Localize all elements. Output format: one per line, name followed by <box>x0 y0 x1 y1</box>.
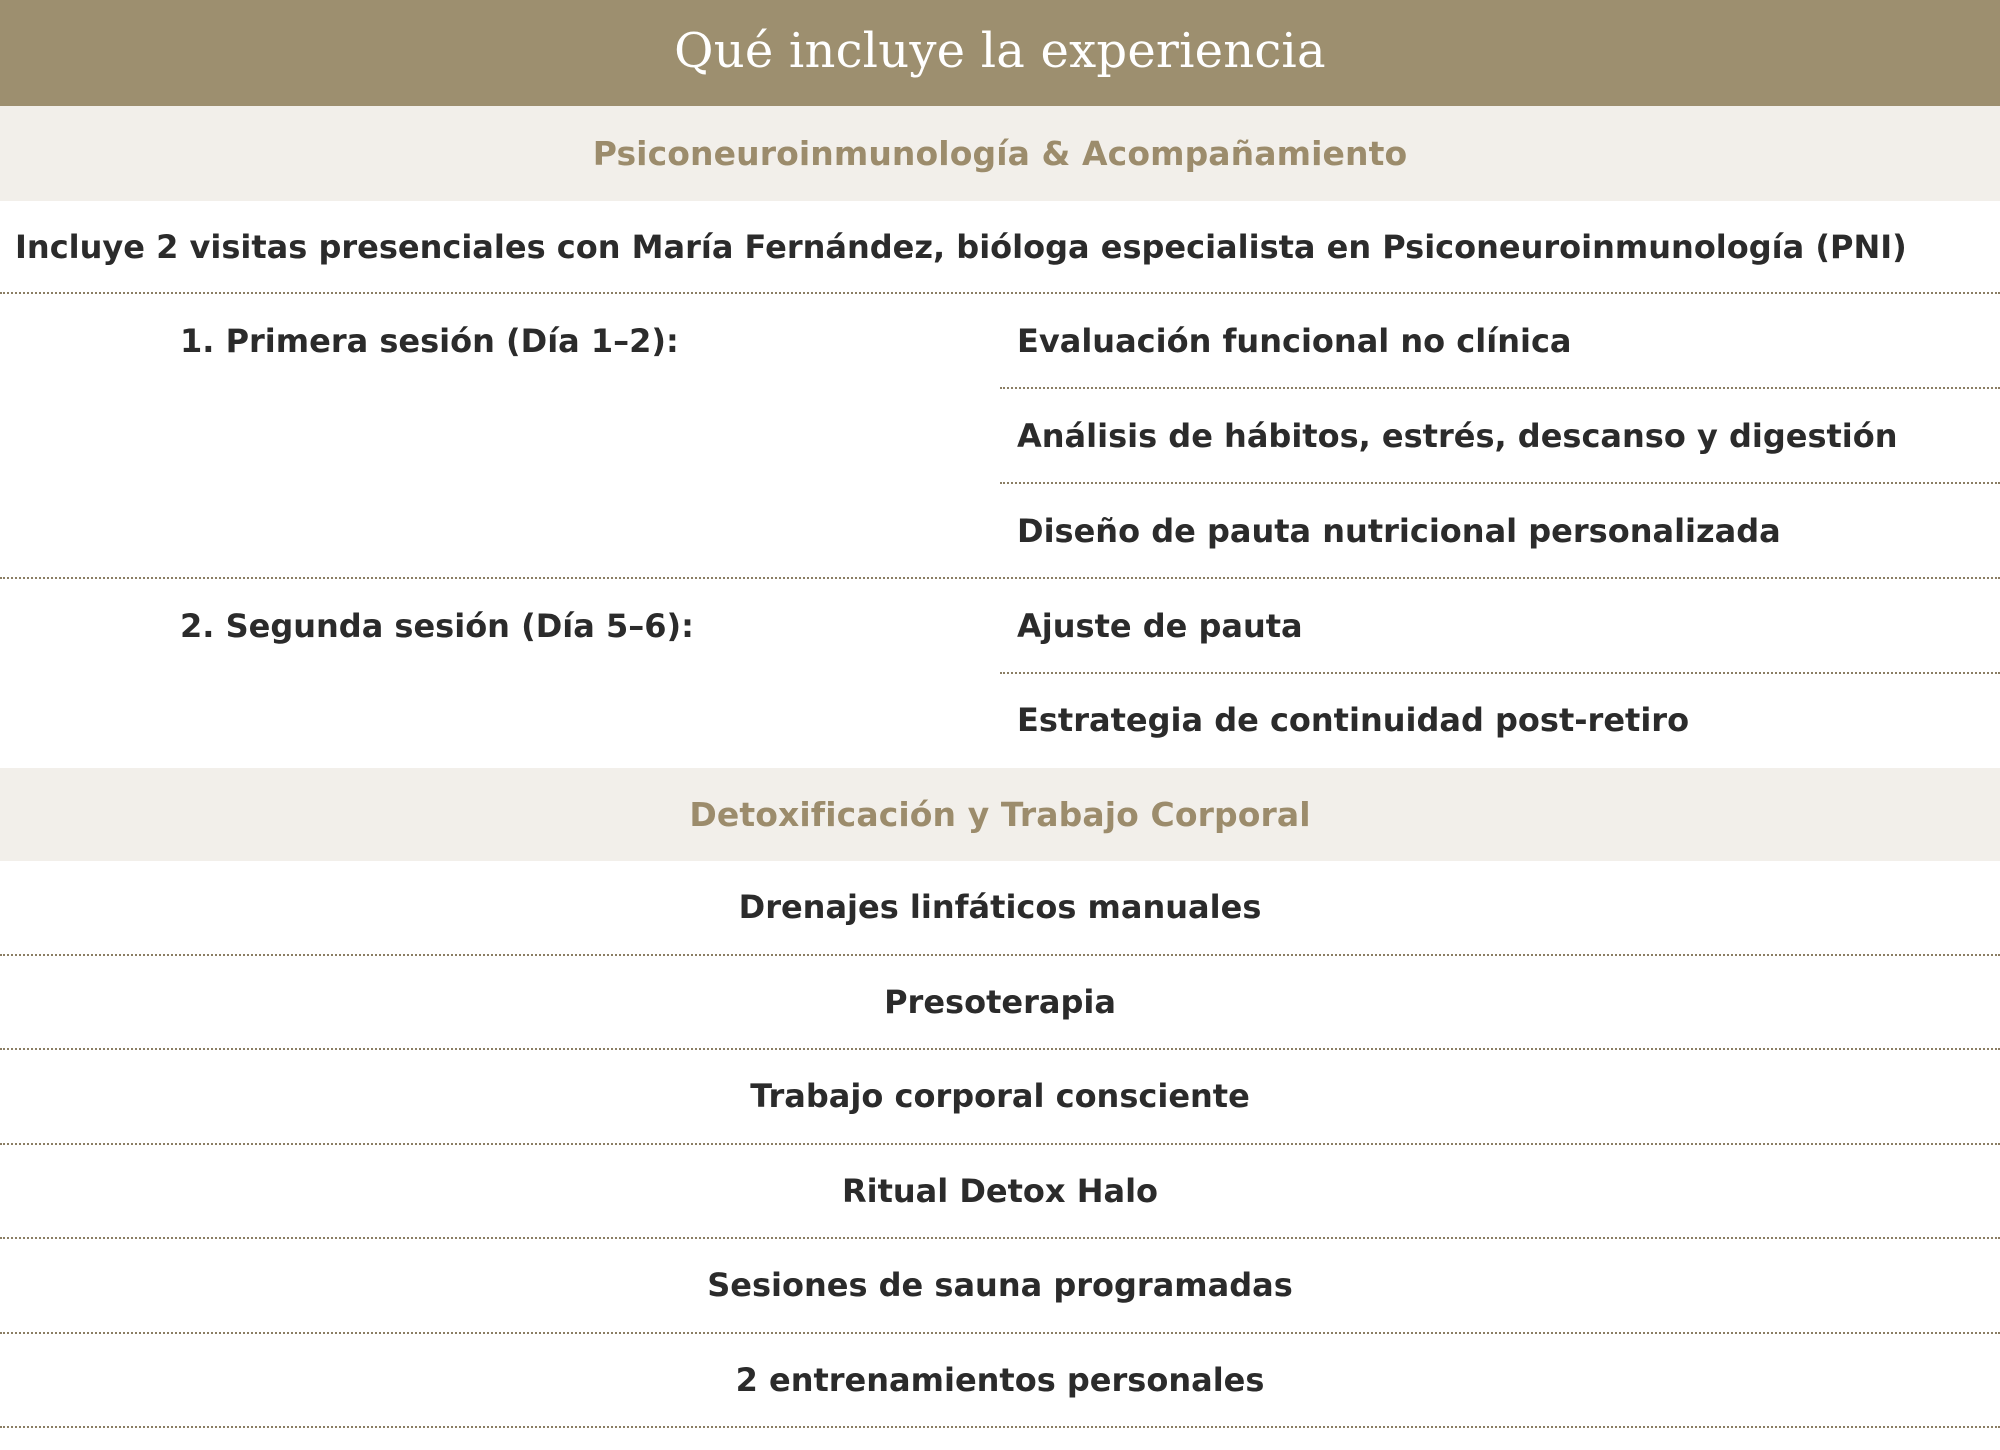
session-items <box>1000 294 2000 577</box>
session-block-2 <box>0 579 2000 768</box>
section-title-detox: Detoxificación y Trabajo Corporal <box>689 795 1311 834</box>
session-item: Evaluación funcional no clínica <box>1000 294 2000 389</box>
page-title: Qué incluye la experiencia <box>674 23 1326 79</box>
session-item: Estrategia de continuidad post-retiro <box>1017 701 1690 739</box>
list-item: Trabajo corporal consciente <box>0 1050 2000 1145</box>
session-item: Diseño de pauta nutricional personalizada <box>1017 511 1781 550</box>
section-heading-pni <box>0 106 2000 201</box>
detox-list <box>0 861 2000 1428</box>
list-item: 2 entrenamientos personales <box>0 1334 2000 1429</box>
session-block-1 <box>0 294 2000 579</box>
intro-text: Incluye 2 visitas presenciales con María Fernández, bióloga especialista en Psiconeuroinmunología (PNI) <box>0 201 2000 294</box>
session-item: Ajuste de pauta <box>1000 579 2000 674</box>
list-item: Drenajes linfáticos manuales <box>0 861 2000 956</box>
session-label: 2. Segunda sesión (Día 5–6): <box>180 606 694 645</box>
session-items <box>1000 579 2000 766</box>
list-item: Presoterapia <box>0 956 2000 1051</box>
header-bar <box>0 0 2000 106</box>
session-item: Análisis de hábitos, estrés, descanso y digestión <box>1000 389 2000 484</box>
session-label: 1. Primera sesión (Día 1–2): <box>180 321 679 360</box>
list-item: Sesiones de sauna programadas <box>0 1239 2000 1334</box>
section-heading-detox <box>0 768 2000 861</box>
list-item: Ritual Detox Halo <box>0 1145 2000 1240</box>
section-title-pni: Psiconeuroinmunología & Acompañamiento <box>592 134 1408 173</box>
